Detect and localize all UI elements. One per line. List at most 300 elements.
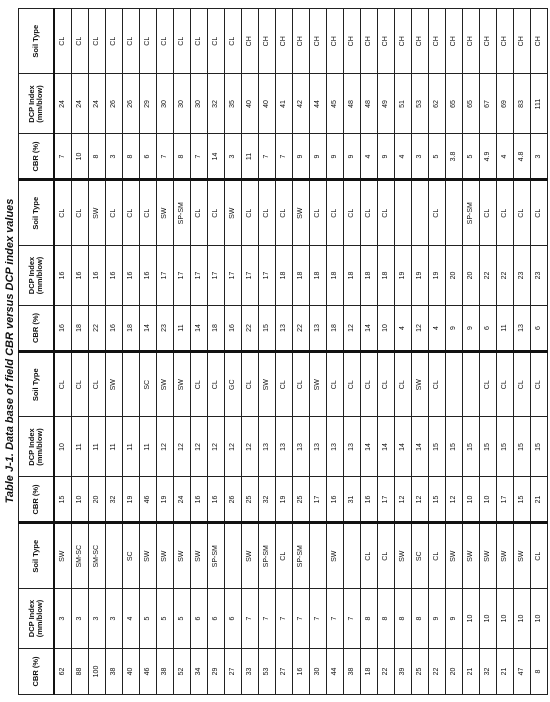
cell-dcp-index: 5: [157, 589, 174, 649]
cell-dcp-index: 15: [463, 417, 480, 477]
cell-cbr: 4: [429, 306, 446, 352]
cell-dcp-index: 41: [276, 74, 293, 134]
table-row: [327, 9, 344, 695]
cell-dcp-index: 11: [140, 417, 157, 477]
cell-cbr: 62: [54, 649, 72, 695]
cell-cbr: 9: [378, 134, 395, 180]
cell-dcp-index: 23: [514, 246, 531, 306]
cell-soil-type: CL: [531, 180, 548, 246]
header-cbr: CBR (%): [19, 306, 55, 352]
cell-dcp-index: 12: [191, 417, 208, 477]
cell-soil-type: [412, 180, 429, 246]
cell-cbr: 4: [395, 306, 412, 352]
cell-dcp-index: 14: [361, 417, 378, 477]
cell-dcp-index: 11: [106, 417, 123, 477]
cell-dcp-index: 22: [497, 246, 514, 306]
cell-dcp-index: 19: [429, 246, 446, 306]
cell-cbr: 25: [242, 477, 259, 523]
cell-soil-type: CL: [514, 180, 531, 246]
cell-cbr: 8: [174, 134, 191, 180]
cell-cbr: 33: [242, 649, 259, 695]
cell-cbr: 46: [140, 477, 157, 523]
cell-soil-type: CL: [208, 352, 225, 418]
cell-cbr: 12: [344, 306, 361, 352]
cell-cbr: 22: [293, 306, 310, 352]
cell-dcp-index: 35: [225, 74, 242, 134]
cell-soil-type: CL: [327, 352, 344, 418]
cell-soil-type: [446, 352, 463, 418]
cell-soil-type: SW: [293, 180, 310, 246]
cell-soil-type: SP-SM: [463, 180, 480, 246]
cell-dcp-index: 24: [54, 74, 72, 134]
cell-dcp-index: 17: [208, 246, 225, 306]
cell-cbr: 52: [174, 649, 191, 695]
cell-soil-type: SW: [89, 180, 106, 246]
cell-dcp-index: 12: [225, 417, 242, 477]
cell-cbr: 9: [463, 306, 480, 352]
cell-dcp-index: 20: [446, 246, 463, 306]
table-row: [497, 9, 514, 695]
cell-soil-type: CL: [378, 352, 395, 418]
cell-cbr: 8: [531, 649, 548, 695]
cell-cbr: 20: [446, 649, 463, 695]
table-row: [531, 9, 548, 695]
cell-cbr: 14: [361, 306, 378, 352]
table-row: [310, 9, 327, 695]
cell-dcp-index: 17: [259, 246, 276, 306]
cell-dcp-index: 51: [395, 74, 412, 134]
cell-dcp-index: 15: [446, 417, 463, 477]
cell-cbr: 18: [123, 306, 140, 352]
cell-soil-type: CL: [72, 9, 89, 75]
cell-cbr: 53: [259, 649, 276, 695]
cell-dcp-index: 10: [480, 589, 497, 649]
cell-cbr: 10: [480, 477, 497, 523]
cell-cbr: 38: [157, 649, 174, 695]
cell-soil-type: CL: [531, 523, 548, 589]
cell-soil-type: CH: [497, 9, 514, 75]
cell-soil-type: SW: [446, 523, 463, 589]
cbr-dcp-table: [18, 8, 548, 695]
cell-dcp-index: 7: [310, 589, 327, 649]
header-cbr: CBR (%): [19, 477, 55, 523]
cell-soil-type: CL: [72, 180, 89, 246]
cell-cbr: 6: [531, 306, 548, 352]
cell-dcp-index: 9: [429, 589, 446, 649]
cell-soil-type: CL: [361, 352, 378, 418]
table-row: [72, 9, 89, 695]
cell-soil-type: CL: [276, 523, 293, 589]
cell-dcp-index: 18: [276, 246, 293, 306]
cell-cbr: 22: [242, 306, 259, 352]
cell-soil-type: CH: [480, 9, 497, 75]
cell-soil-type: SM-SC: [89, 523, 106, 589]
cell-soil-type: CH: [344, 9, 361, 75]
cell-soil-type: CL: [259, 180, 276, 246]
header-dcp-index: DCP Index (mm/blow): [19, 417, 55, 477]
table-row: [395, 9, 412, 695]
cell-soil-type: CL: [174, 9, 191, 75]
table-row: [259, 9, 276, 695]
cell-dcp-index: 15: [429, 417, 446, 477]
cell-dcp-index: 17: [157, 246, 174, 306]
header-dcp-index: DCP Index (mm/blow): [19, 589, 55, 649]
table-body: [54, 9, 548, 695]
cell-cbr: 38: [344, 649, 361, 695]
cell-cbr: 40: [123, 649, 140, 695]
cell-dcp-index: 49: [378, 74, 395, 134]
cell-dcp-index: 23: [531, 246, 548, 306]
cell-soil-type: [123, 352, 140, 418]
cell-cbr: 16: [54, 306, 72, 352]
cell-soil-type: CL: [293, 352, 310, 418]
cell-soil-type: SW: [140, 523, 157, 589]
header-dcp-index: DCP Index (mm/blow): [19, 246, 55, 306]
cell-dcp-index: 16: [54, 246, 72, 306]
cell-soil-type: CL: [242, 180, 259, 246]
cell-soil-type: [225, 523, 242, 589]
cell-soil-type: CL: [140, 9, 157, 75]
cell-dcp-index: 10: [54, 417, 72, 477]
cell-dcp-index: 19: [395, 246, 412, 306]
cell-dcp-index: 12: [157, 417, 174, 477]
cell-soil-type: CH: [429, 9, 446, 75]
cell-cbr: 3.8: [446, 134, 463, 180]
cell-cbr: 26: [225, 477, 242, 523]
cell-dcp-index: 26: [123, 74, 140, 134]
cell-dcp-index: 7: [242, 589, 259, 649]
cell-dcp-index: 30: [191, 74, 208, 134]
cell-soil-type: CL: [344, 180, 361, 246]
cell-cbr: 9: [344, 134, 361, 180]
cell-dcp-index: 15: [531, 417, 548, 477]
cell-soil-type: CL: [123, 180, 140, 246]
table-row: [208, 9, 225, 695]
cell-dcp-index: 48: [344, 74, 361, 134]
cell-dcp-index: 42: [293, 74, 310, 134]
cell-cbr: 10: [463, 477, 480, 523]
cell-dcp-index: 12: [208, 417, 225, 477]
table-row: [429, 9, 446, 695]
cell-dcp-index: 13: [276, 417, 293, 477]
cell-cbr: 17: [378, 477, 395, 523]
table-row: [446, 9, 463, 695]
table-row: [514, 9, 531, 695]
cell-dcp-index: 8: [412, 589, 429, 649]
cell-soil-type: CH: [259, 9, 276, 75]
cell-soil-type: [446, 180, 463, 246]
cell-dcp-index: 20: [463, 246, 480, 306]
cell-soil-type: SW: [54, 523, 72, 589]
cell-dcp-index: 11: [72, 417, 89, 477]
cell-cbr: 47: [514, 649, 531, 695]
cell-cbr: 16: [225, 306, 242, 352]
cell-cbr: 18: [208, 306, 225, 352]
cell-cbr: 4: [497, 134, 514, 180]
cell-cbr: 14: [208, 134, 225, 180]
cell-dcp-index: 10: [531, 589, 548, 649]
cell-dcp-index: 30: [157, 74, 174, 134]
cell-soil-type: CL: [378, 523, 395, 589]
cell-soil-type: CH: [446, 9, 463, 75]
cell-cbr: 11: [497, 306, 514, 352]
cell-cbr: 18: [327, 306, 344, 352]
table-row: [293, 9, 310, 695]
cell-soil-type: CL: [497, 180, 514, 246]
cell-soil-type: CH: [293, 9, 310, 75]
cell-dcp-index: 12: [174, 417, 191, 477]
cell-cbr: 30: [310, 649, 327, 695]
cell-dcp-index: 8: [361, 589, 378, 649]
cell-soil-type: CH: [531, 9, 548, 75]
cell-soil-type: CL: [429, 523, 446, 589]
cell-soil-type: [463, 352, 480, 418]
cell-soil-type: CL: [429, 180, 446, 246]
cell-soil-type: CL: [531, 352, 548, 418]
cell-dcp-index: 17: [174, 246, 191, 306]
cell-cbr: 20: [89, 477, 106, 523]
cell-soil-type: CH: [463, 9, 480, 75]
cell-soil-type: CL: [429, 352, 446, 418]
header-soil-type: Soil Type: [19, 9, 55, 75]
cell-dcp-index: 3: [89, 589, 106, 649]
cell-dcp-index: 18: [310, 246, 327, 306]
cell-cbr: 5: [463, 134, 480, 180]
cell-dcp-index: 3: [72, 589, 89, 649]
cell-dcp-index: 14: [378, 417, 395, 477]
cell-soil-type: CL: [480, 180, 497, 246]
cell-cbr: 4.9: [480, 134, 497, 180]
table-row: [242, 9, 259, 695]
cell-dcp-index: 3: [106, 589, 123, 649]
cell-cbr: 7: [276, 134, 293, 180]
cell-cbr: 9: [293, 134, 310, 180]
cell-soil-type: SC: [123, 523, 140, 589]
header-cbr: CBR (%): [19, 649, 55, 695]
cell-dcp-index: 83: [514, 74, 531, 134]
table-row: [123, 9, 140, 695]
cell-soil-type: CH: [395, 9, 412, 75]
table-row: [157, 9, 174, 695]
cell-soil-type: CL: [72, 352, 89, 418]
cell-cbr: 7: [191, 134, 208, 180]
cell-dcp-index: 16: [106, 246, 123, 306]
cell-cbr: 7: [157, 134, 174, 180]
cell-cbr: 4.8: [514, 134, 531, 180]
cell-dcp-index: 13: [327, 417, 344, 477]
cell-dcp-index: 14: [395, 417, 412, 477]
cell-soil-type: SP-SM: [259, 523, 276, 589]
cell-dcp-index: 11: [89, 417, 106, 477]
cell-dcp-index: 12: [242, 417, 259, 477]
cell-dcp-index: 8: [378, 589, 395, 649]
cell-cbr: 15: [54, 477, 72, 523]
cell-soil-type: CL: [242, 352, 259, 418]
cell-cbr: 21: [463, 649, 480, 695]
cell-cbr: 12: [412, 477, 429, 523]
cell-soil-type: CL: [395, 352, 412, 418]
cell-dcp-index: 48: [361, 74, 378, 134]
cell-dcp-index: 14: [412, 417, 429, 477]
cell-soil-type: SW: [310, 352, 327, 418]
cell-soil-type: CL: [361, 523, 378, 589]
cell-cbr: 29: [208, 649, 225, 695]
cell-soil-type: CL: [327, 180, 344, 246]
table-row: [463, 9, 480, 695]
cell-dcp-index: 16: [140, 246, 157, 306]
cell-cbr: 4: [361, 134, 378, 180]
cell-cbr: 16: [327, 477, 344, 523]
cell-dcp-index: 22: [480, 246, 497, 306]
cell-dcp-index: 4: [123, 589, 140, 649]
cell-dcp-index: 62: [429, 74, 446, 134]
cell-soil-type: CL: [191, 352, 208, 418]
cell-cbr: 24: [174, 477, 191, 523]
cell-soil-type: CL: [310, 180, 327, 246]
cell-dcp-index: 40: [259, 74, 276, 134]
cell-dcp-index: 13: [259, 417, 276, 477]
cell-soil-type: SC: [412, 523, 429, 589]
cell-dcp-index: 15: [480, 417, 497, 477]
cell-soil-type: CH: [514, 9, 531, 75]
cell-cbr: 34: [191, 649, 208, 695]
cell-soil-type: CL: [54, 352, 72, 418]
cell-soil-type: SW: [157, 180, 174, 246]
cell-soil-type: CH: [412, 9, 429, 75]
cell-soil-type: CL: [361, 180, 378, 246]
cell-dcp-index: 18: [344, 246, 361, 306]
cell-soil-type: GC: [225, 352, 242, 418]
cell-dcp-index: 13: [310, 417, 327, 477]
cell-soil-type: CL: [54, 9, 72, 75]
cell-cbr: 13: [276, 306, 293, 352]
cell-dcp-index: 30: [174, 74, 191, 134]
cell-cbr: 5: [429, 134, 446, 180]
cell-cbr: 16: [191, 477, 208, 523]
cell-soil-type: CL: [191, 9, 208, 75]
cell-soil-type: CL: [106, 9, 123, 75]
cell-soil-type: CH: [361, 9, 378, 75]
cell-dcp-index: 29: [140, 74, 157, 134]
cell-soil-type: SW: [412, 352, 429, 418]
table-row: [276, 9, 293, 695]
cell-soil-type: SW: [327, 523, 344, 589]
cell-dcp-index: 5: [140, 589, 157, 649]
cell-cbr: 44: [327, 649, 344, 695]
cell-cbr: 11: [242, 134, 259, 180]
cell-soil-type: CH: [242, 9, 259, 75]
table-row: [54, 9, 72, 695]
cell-cbr: 23: [157, 306, 174, 352]
table-row: [361, 9, 378, 695]
cell-soil-type: CL: [276, 180, 293, 246]
cell-soil-type: SP-SM: [174, 180, 191, 246]
cell-soil-type: CL: [480, 352, 497, 418]
header-soil-type: Soil Type: [19, 523, 55, 589]
cell-dcp-index: 17: [191, 246, 208, 306]
cell-dcp-index: 18: [327, 246, 344, 306]
cell-cbr: 8: [123, 134, 140, 180]
cell-dcp-index: 7: [259, 589, 276, 649]
cell-soil-type: SP-SM: [208, 523, 225, 589]
cell-dcp-index: 40: [242, 74, 259, 134]
cell-cbr: 16: [361, 477, 378, 523]
cell-cbr: 22: [89, 306, 106, 352]
cell-dcp-index: 69: [497, 74, 514, 134]
cell-dcp-index: 6: [225, 589, 242, 649]
cell-dcp-index: 7: [293, 589, 310, 649]
cell-cbr: 3: [531, 134, 548, 180]
cell-cbr: 19: [276, 477, 293, 523]
cell-cbr: 38: [106, 649, 123, 695]
cell-cbr: 15: [429, 477, 446, 523]
cell-cbr: 18: [72, 306, 89, 352]
cell-cbr: 7: [259, 134, 276, 180]
cell-soil-type: SW: [157, 523, 174, 589]
cell-soil-type: CL: [157, 9, 174, 75]
cell-dcp-index: 44: [310, 74, 327, 134]
header-soil-type: Soil Type: [19, 352, 55, 418]
cell-soil-type: CH: [310, 9, 327, 75]
cell-dcp-index: 13: [344, 417, 361, 477]
cell-soil-type: SW: [259, 352, 276, 418]
cell-dcp-index: 19: [412, 246, 429, 306]
cell-dcp-index: 10: [514, 589, 531, 649]
cell-dcp-index: 15: [514, 417, 531, 477]
cell-soil-type: CL: [89, 9, 106, 75]
cell-soil-type: CL: [378, 180, 395, 246]
cell-cbr: 46: [140, 649, 157, 695]
cell-cbr: 17: [497, 477, 514, 523]
cell-dcp-index: 8: [395, 589, 412, 649]
cell-cbr: 15: [259, 306, 276, 352]
cell-cbr: 8: [89, 134, 106, 180]
table-row: [174, 9, 191, 695]
cell-soil-type: SM-SC: [72, 523, 89, 589]
cell-cbr: 25: [412, 649, 429, 695]
cell-cbr: 9: [446, 306, 463, 352]
cell-dcp-index: 24: [89, 74, 106, 134]
cell-dcp-index: 16: [123, 246, 140, 306]
cell-soil-type: CL: [54, 180, 72, 246]
cell-dcp-index: 13: [293, 417, 310, 477]
cell-dcp-index: 32: [208, 74, 225, 134]
cell-cbr: 9: [327, 134, 344, 180]
header-soil-type: Soil Type: [19, 180, 55, 246]
cell-dcp-index: 9: [446, 589, 463, 649]
cell-soil-type: SW: [225, 180, 242, 246]
cell-dcp-index: 16: [72, 246, 89, 306]
cell-cbr: 3: [106, 134, 123, 180]
cell-cbr: 32: [480, 649, 497, 695]
cell-dcp-index: 17: [225, 246, 242, 306]
cell-dcp-index: 17: [242, 246, 259, 306]
table-row: [480, 9, 497, 695]
table-row: [344, 9, 361, 695]
cell-cbr: 22: [378, 649, 395, 695]
cell-soil-type: SW: [106, 352, 123, 418]
cell-cbr: 13: [310, 306, 327, 352]
cell-dcp-index: 7: [327, 589, 344, 649]
cell-soil-type: SC: [140, 352, 157, 418]
cell-cbr: 32: [106, 477, 123, 523]
cell-soil-type: CL: [276, 352, 293, 418]
cell-soil-type: SP-SM: [293, 523, 310, 589]
cell-cbr: 9: [310, 134, 327, 180]
cell-cbr: 6: [480, 306, 497, 352]
cell-cbr: 6: [140, 134, 157, 180]
cell-dcp-index: 18: [361, 246, 378, 306]
